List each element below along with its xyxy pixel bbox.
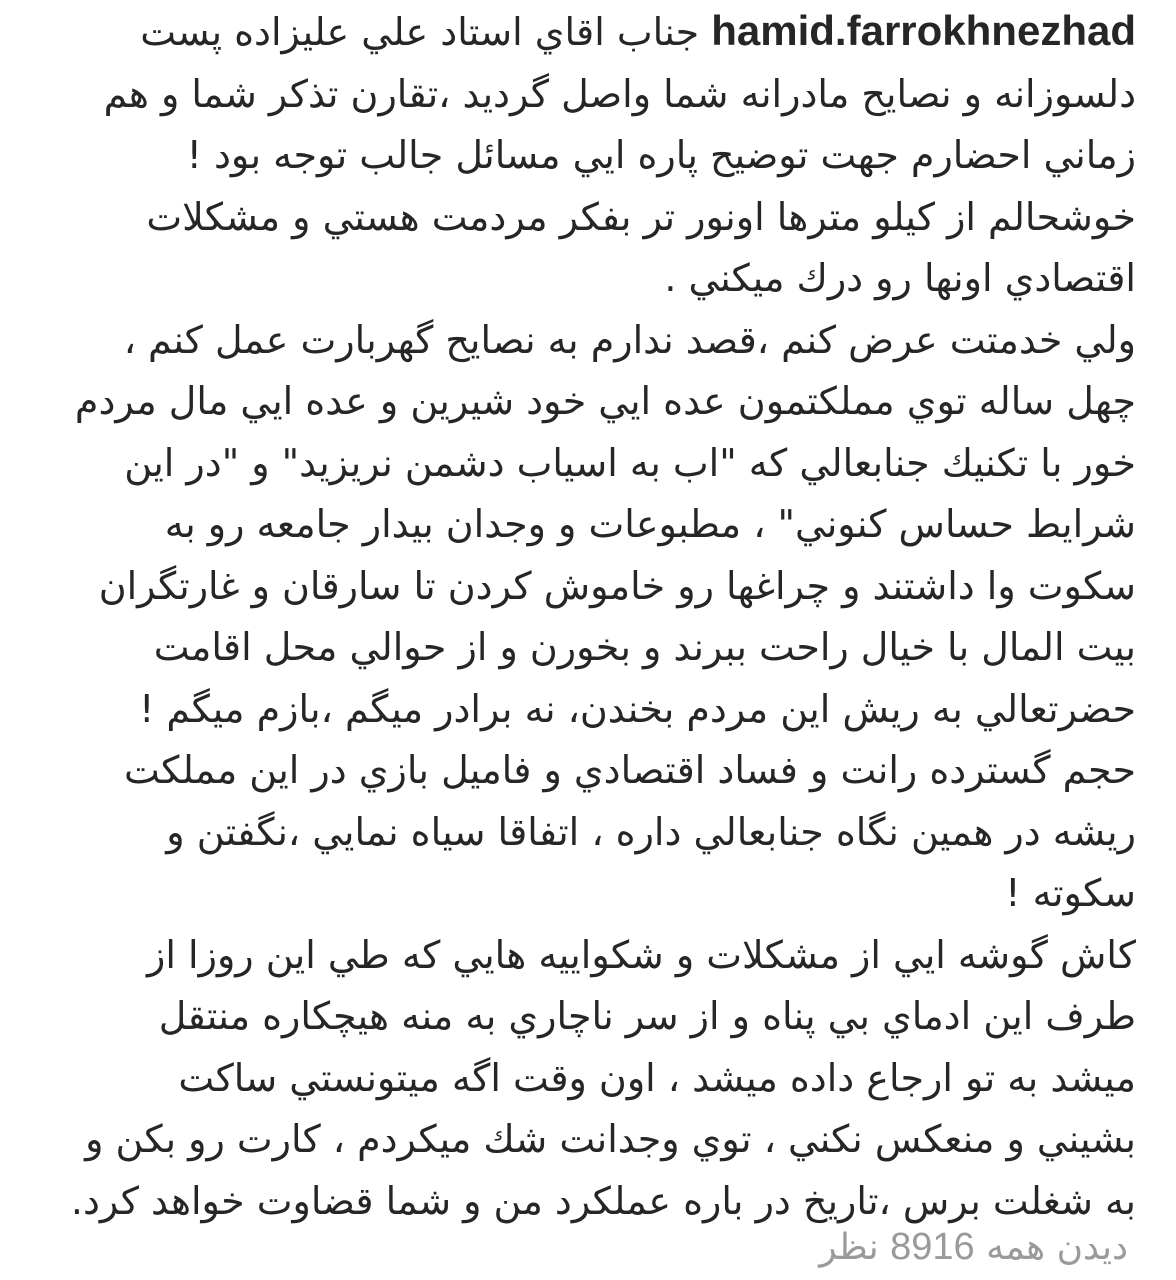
caption-line: چهل ساله توي مملكتمون عده ايي خود شيرين و عده ايي مال مردم xyxy=(74,379,1136,423)
post-caption xyxy=(36,0,1136,1232)
caption-line: ميشد به تو ارجاع داده ميشد ، اون وقت اگه ميتونستي ساكت xyxy=(178,1055,1136,1100)
caption-line: سكوته ! xyxy=(1005,871,1136,915)
caption-line: حجم گسترده رانت و فساد اقتصادي و فاميل بازي در اين مملكت xyxy=(123,748,1136,792)
username-link[interactable]: hamid.farrokhnezhad xyxy=(711,7,1136,54)
caption-line: به شغلت برس ،تاريخ در باره عملكرد من و شما قضاوت خواهد كرد. xyxy=(70,1178,1136,1223)
view-all-comments-link[interactable] xyxy=(819,1226,1128,1269)
caption-line: شرايط حساس كنوني" ، مطبوعات و وجدان بيدار جامعه رو به xyxy=(164,502,1136,546)
view-comments-suffix: نظر xyxy=(819,1227,879,1268)
caption-line: ريشه در همين نگاه جنابعالي داره ، اتفاقا سياه نمايي ،نگفتن و xyxy=(166,809,1136,854)
caption-line: خور با تكنيك جنابعالي كه "اب به اسياب دشمن نريزيد" و "در اين xyxy=(124,440,1136,485)
caption-line: طرف اين ادماي بي پناه و از سر ناچاري به منه هيچكاره منتقل xyxy=(158,994,1136,1038)
caption-line: خوشحالم از كيلو مترها اونور تر بفكر مردمت هستي و مشكلات xyxy=(146,194,1136,239)
caption-line: بيت المال با خيال راحت ببرند و بخورن و از حوالي محل اقامت xyxy=(153,625,1136,669)
caption-line: اقتصادي اونها رو درك ميكني . xyxy=(664,256,1136,300)
comment-count: 8916 xyxy=(890,1226,975,1268)
caption-line: كاش گوشه ايي از مشكلات و شكواييه هايي كه طي اين روزا از xyxy=(147,932,1136,977)
caption-line: دلسوزانه و نصايح مادرانه شما واصل گرديد ،تقارن تذكر شما و هم xyxy=(103,71,1136,116)
caption-line: سكوت وا داشتند و چراغها رو خاموش كردن تا سارقان و غارتگران xyxy=(98,563,1136,608)
caption-body xyxy=(36,64,1136,1233)
caption-line: حضرتعالي به ريش اين مردم بخندن، نه برادر ميگم ،بازم ميگم ! xyxy=(139,686,1136,731)
caption-line: بشيني و منعكس نكني ، توي وجدانت شك ميكردم ، كارت رو بكن و xyxy=(85,1117,1136,1161)
caption-line: ولي خدمتت عرض كنم ،قصد ندارم به نصايح گهربارت عمل كنم ، xyxy=(123,317,1136,362)
view-comments-prefix: ديدن همه xyxy=(986,1227,1128,1268)
caption-line: زماني احضارم جهت توضيح پاره ايي مسائل جالب توجه بود ! xyxy=(186,133,1136,177)
caption-first-line xyxy=(36,0,1136,64)
caption-first-line-text: جناب اقاي استاد علي عليزاده پست xyxy=(140,10,700,54)
